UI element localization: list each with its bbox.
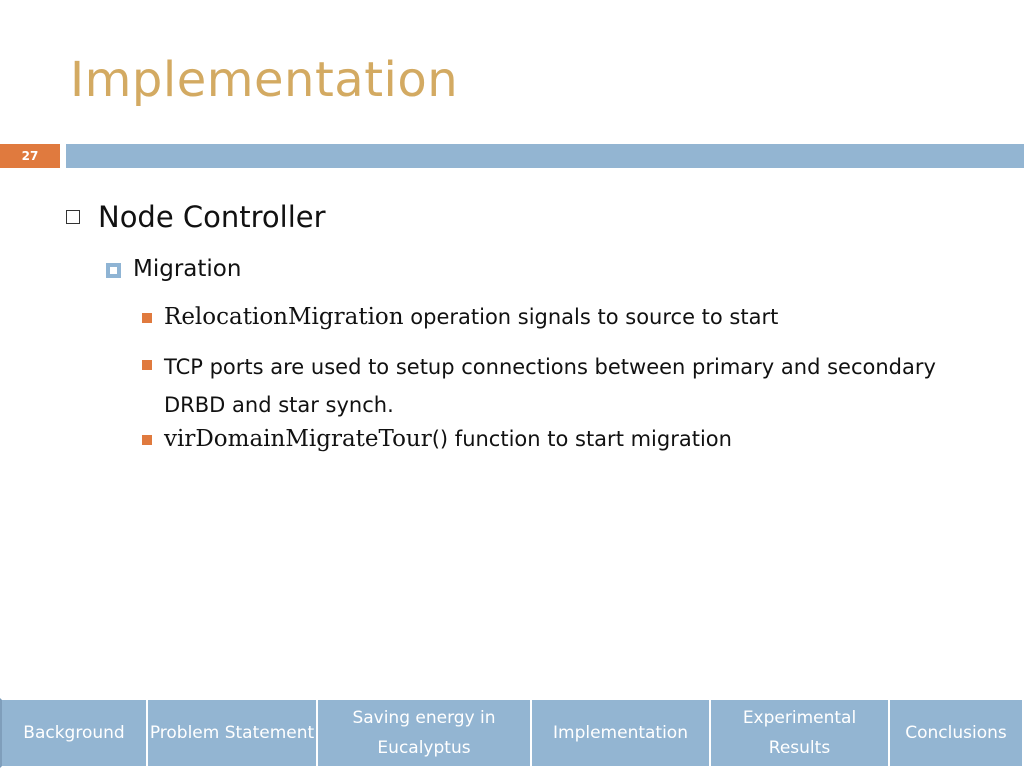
nav-background[interactable]: Background: [0, 698, 146, 768]
slide-number: 27: [0, 144, 60, 168]
nav-experimental-results[interactable]: Experimental Results: [709, 698, 888, 768]
bullet-relocation-migration: [142, 302, 1002, 332]
bullet-tcp-ports: [142, 348, 942, 424]
bullet-node-controller: [66, 200, 326, 234]
nav-saving-energy[interactable]: Saving energy in Eucalyptus: [316, 698, 530, 768]
code-term: RelocationMigration: [164, 304, 404, 330]
bullet-text: TCP ports are used to setup connections between primary and secondary DRBD and star synch.: [164, 355, 936, 417]
nav-implementation[interactable]: Implementation: [530, 698, 709, 768]
code-term: virDomainMigrateTour: [164, 426, 432, 452]
slide-title: Implementation: [70, 52, 459, 108]
bullet-vir-domain-migrate: [142, 424, 1002, 454]
nav-conclusions[interactable]: Conclusions: [888, 698, 1024, 768]
bullet-text: Node Controller: [98, 200, 326, 234]
bullet-text: () function to start migration: [431, 427, 732, 451]
orange-square-bullet-icon: [142, 435, 152, 445]
blue-square-bullet-icon: [106, 263, 121, 278]
bullet-migration: [106, 256, 241, 282]
orange-square-bullet-icon: [142, 360, 152, 370]
bullet-text: Migration: [133, 256, 242, 282]
header-bar: [66, 144, 1024, 168]
orange-square-bullet-icon: [142, 313, 152, 323]
bottom-navigation: [0, 698, 1024, 768]
bullet-text: operation signals to source to start: [403, 305, 779, 329]
nav-problem-statement[interactable]: Problem Statement: [146, 698, 316, 768]
open-square-bullet-icon: [66, 210, 80, 224]
